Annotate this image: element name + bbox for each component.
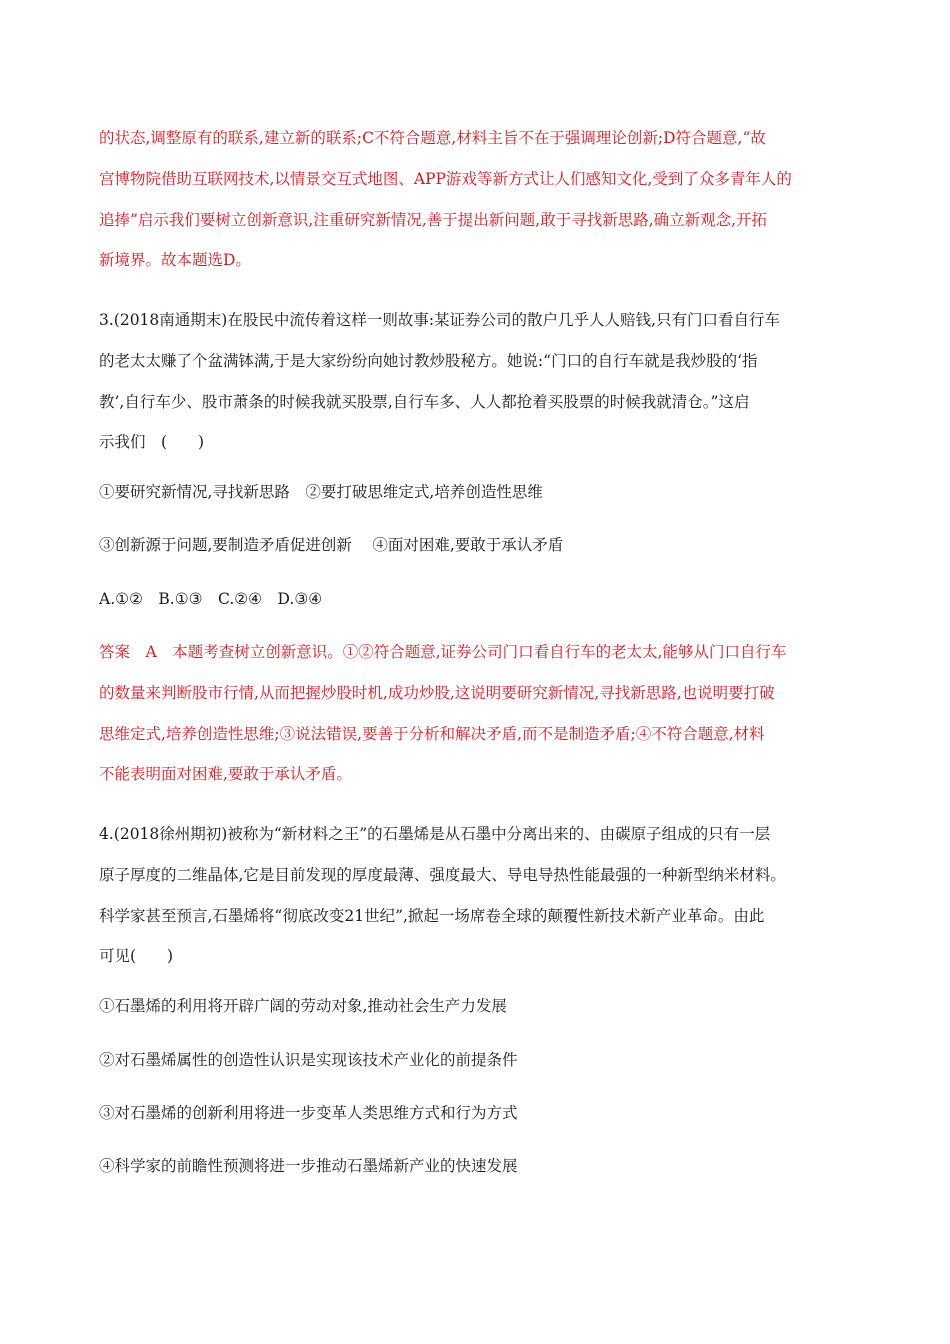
answer-line: 新境界。故本题选D。 [99,251,251,270]
question-line: 4.(2018徐州期初)被称为“新材料之王”的石墨烯是从石墨中分离出来的、由碳原子组成的只有一层 [99,825,771,843]
option-line: ④科学家的前瞻性预测将进一步推动石墨烯新产业的快速发展 [99,1157,518,1175]
option-line: ①石墨烯的利用将开辟广阔的劳动对象,推动社会生产力发展 [99,997,507,1015]
question-4-option-3 [99,1093,851,1134]
option-line: ③创新源于问题,要制造矛盾促进创新 ④面对困难,要敢于承认矛盾 [99,536,564,554]
question-3-options-row-2 [99,525,851,566]
question-line: 科学家甚至预言,石墨烯将“彻底改变21世纪”,掀起一场席卷全球的颠覆性新技术新产业革命。由此 [99,906,765,925]
question-3-choices [99,579,851,620]
question-line: 可见( ) [99,947,174,966]
question-line: 示我们 ( ) [99,433,205,452]
option-line: ②对石墨烯属性的创造性认识是实现该技术产业化的前提条件 [99,1051,518,1069]
question-3-options-row-1 [99,472,851,513]
choices-line: A.①② B.①③ C.②④ D.③④ [99,590,323,608]
question-3-stem [99,300,851,463]
question-4-option-1 [99,986,851,1027]
answer-line: 追捧”启示我们要树立创新意识,注重研究新情况,善于提出新问题,敢于寻找新思路,确立新观念,开拓 [99,210,768,229]
option-line: ③对石墨烯的创新利用将进一步变革人类思维方式和行为方式 [99,1104,518,1122]
answer-line: 的状态,调整原有的联系,建立新的联系;C不符合题意,材料主旨不在于强调理论创新;D符合题意,“故 [99,129,766,147]
question-4-option-4 [99,1146,851,1187]
question-line: 原子厚度的二维晶体,它是目前发现的厚度最薄、强度最大、导电导热性能最强的一种新型纳米材料。 [99,865,786,884]
answer-line: 宫博物院借助互联网技术,以情景交互式地图、APP游戏等新方式让人们感知文化,受到了众多青年人的 [99,169,792,188]
question-line: 教’,自行车少、股市萧条的时候我就买股票,自行车多、人人都抢着买股票的时候我就清仓。”这启 [99,392,750,411]
question-4-option-2 [99,1040,851,1081]
answer-line: 的数量来判断股市行情,从而把握炒股时机,成功炒股,这说明要研究新情况,寻找新思路,也说明要打破 [99,683,775,702]
answer-line: 答案 A 本题考查树立创新意识。①②符合题意,证券公司门口看自行车的老太太,能够从门口自行车 [99,643,787,661]
option-line: ①要研究新情况,寻找新思路 ②要打破思维定式,培养创造性思维 [99,483,543,501]
answer-2-continued [99,118,851,281]
question-3-answer [99,632,851,795]
question-line: 3.(2018南通期末)在股民中流传着这样一则故事:某证券公司的散户几乎人人赔钱,只有门口看自行车 [99,311,780,329]
question-4-stem [99,814,851,977]
answer-line: 思维定式,培养创造性思维;③说法错误,要善于分析和解决矛盾,而不是制造矛盾;④不符合题意,材料 [99,724,765,743]
answer-line: 不能表明面对困难,要敢于承认矛盾。 [99,765,352,784]
question-line: 的老太太赚了个盆满钵满,于是大家纷纷向她讨教炒股秘方。她说:“门口的自行车就是我炒股的‘指 [99,351,758,370]
